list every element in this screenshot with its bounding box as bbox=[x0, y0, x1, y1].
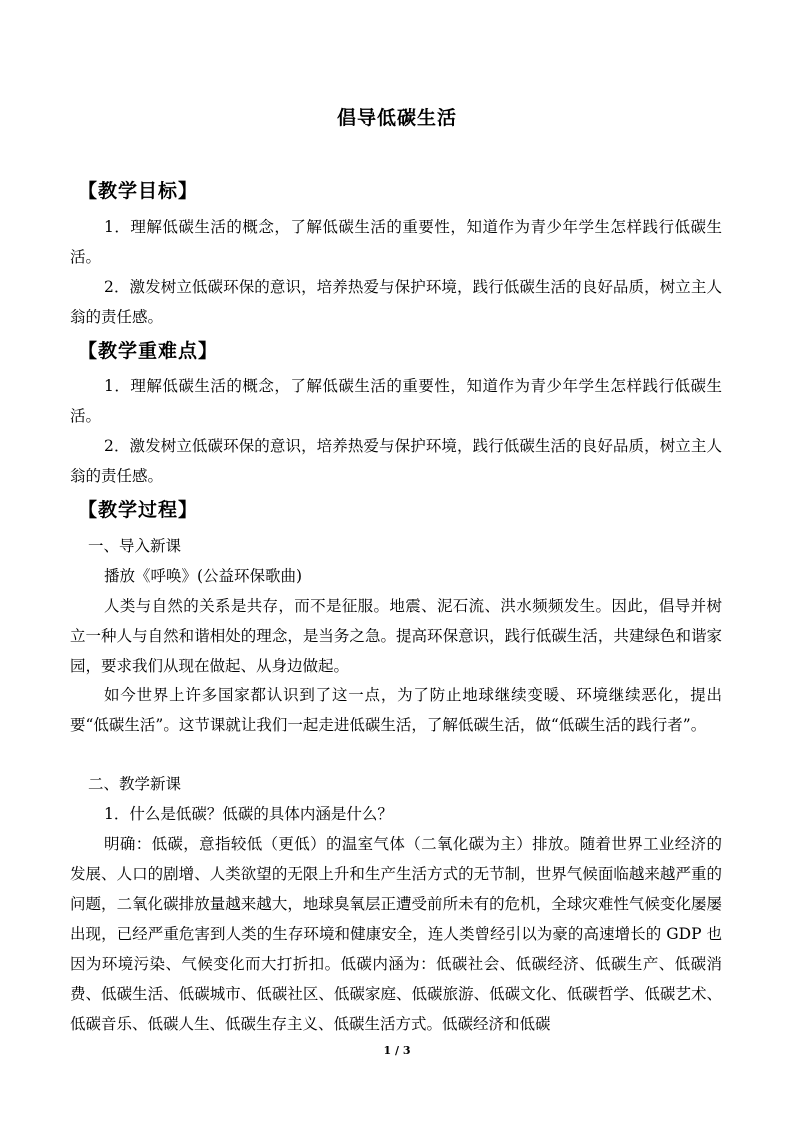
intro-paragraph-2: 如今世界上许多国家都认识到了这一点，为了防止地球继续变暖、环境继续恶化，提出要“低碳生活”。这节课就让我们一起走进低碳生活，了解低碳生活，做“低碳生活的践行者”。 bbox=[70, 686, 722, 734]
section-heading-objectives: 【教学目标】 bbox=[78, 180, 199, 202]
play-song-line: 播放《呼唤》(公益环保歌曲) bbox=[104, 567, 303, 585]
key-point-item: 2．激发树立低碳环保的意识，培养热爱与保护环境，践行低碳生活的良好品质，树立主人翁的责任感。 bbox=[70, 437, 722, 485]
key-point-item: 1．理解低碳生活的概念，了解低碳生活的重要性，知道作为青少年学生怎样践行低碳生活。 bbox=[70, 377, 722, 425]
objective-item: 1．理解低碳生活的概念，了解低碳生活的重要性，知道作为青少年学生怎样践行低碳生活。 bbox=[70, 218, 722, 266]
section-heading-process: 【教学过程】 bbox=[78, 499, 199, 521]
objective-item: 2．激发树立低碳环保的意识，培养热爱与保护环境，践行低碳生活的良好品质，树立主人翁的责任感。 bbox=[70, 278, 722, 326]
document-title: 倡导低碳生活 bbox=[336, 107, 457, 129]
part1-heading: 一、导入新课 bbox=[88, 537, 182, 555]
intro-paragraph-1: 人类与自然的关系是共存，而不是征服。地震、泥石流、洪水频频发生。因此，倡导并树立一种人与自然和谐相处的理念，是当务之急。提高环保意识，践行低碳生活，共建绿色和谐家园，要求我们从现在做起、从身边做起。 bbox=[70, 597, 722, 675]
section-heading-key-points: 【教学重难点】 bbox=[78, 340, 219, 362]
question-1: 1．什么是低碳？低碳的具体内涵是什么？ bbox=[104, 805, 393, 823]
page-number: 1 / 3 bbox=[383, 1044, 411, 1057]
part2-heading: 二、教学新课 bbox=[88, 775, 182, 793]
answer-1: 明确：低碳，意指较低（更低）的温室气体（二氧化碳为主）排放。随着世界工业经济的发展、人口的剧增、人类欲望的无限上升和生产生活方式的无节制，世界气候面临越来越严重的问题，二氧化碳排放量越来越大，地球臭氧层正遭受前所未有的危机，全球灾难性气候变化屡屡出现，已经严重危害到人类的生存环境和健康安全，连人类曾经引以为豪的高速增长的 GDP 也因为环境污染、气候变化而大打折扣。低碳内涵为：低碳社会、低碳经济、低碳生产、低碳消费、低碳生活、低碳城市、低碳社区、低碳家庭、低碳旅游、低碳文化、低碳哲学、低碳艺术、低碳音乐、低碳人生、低碳生存主义、低碳生活方式。低碳经济和低碳 bbox=[70, 835, 722, 1033]
